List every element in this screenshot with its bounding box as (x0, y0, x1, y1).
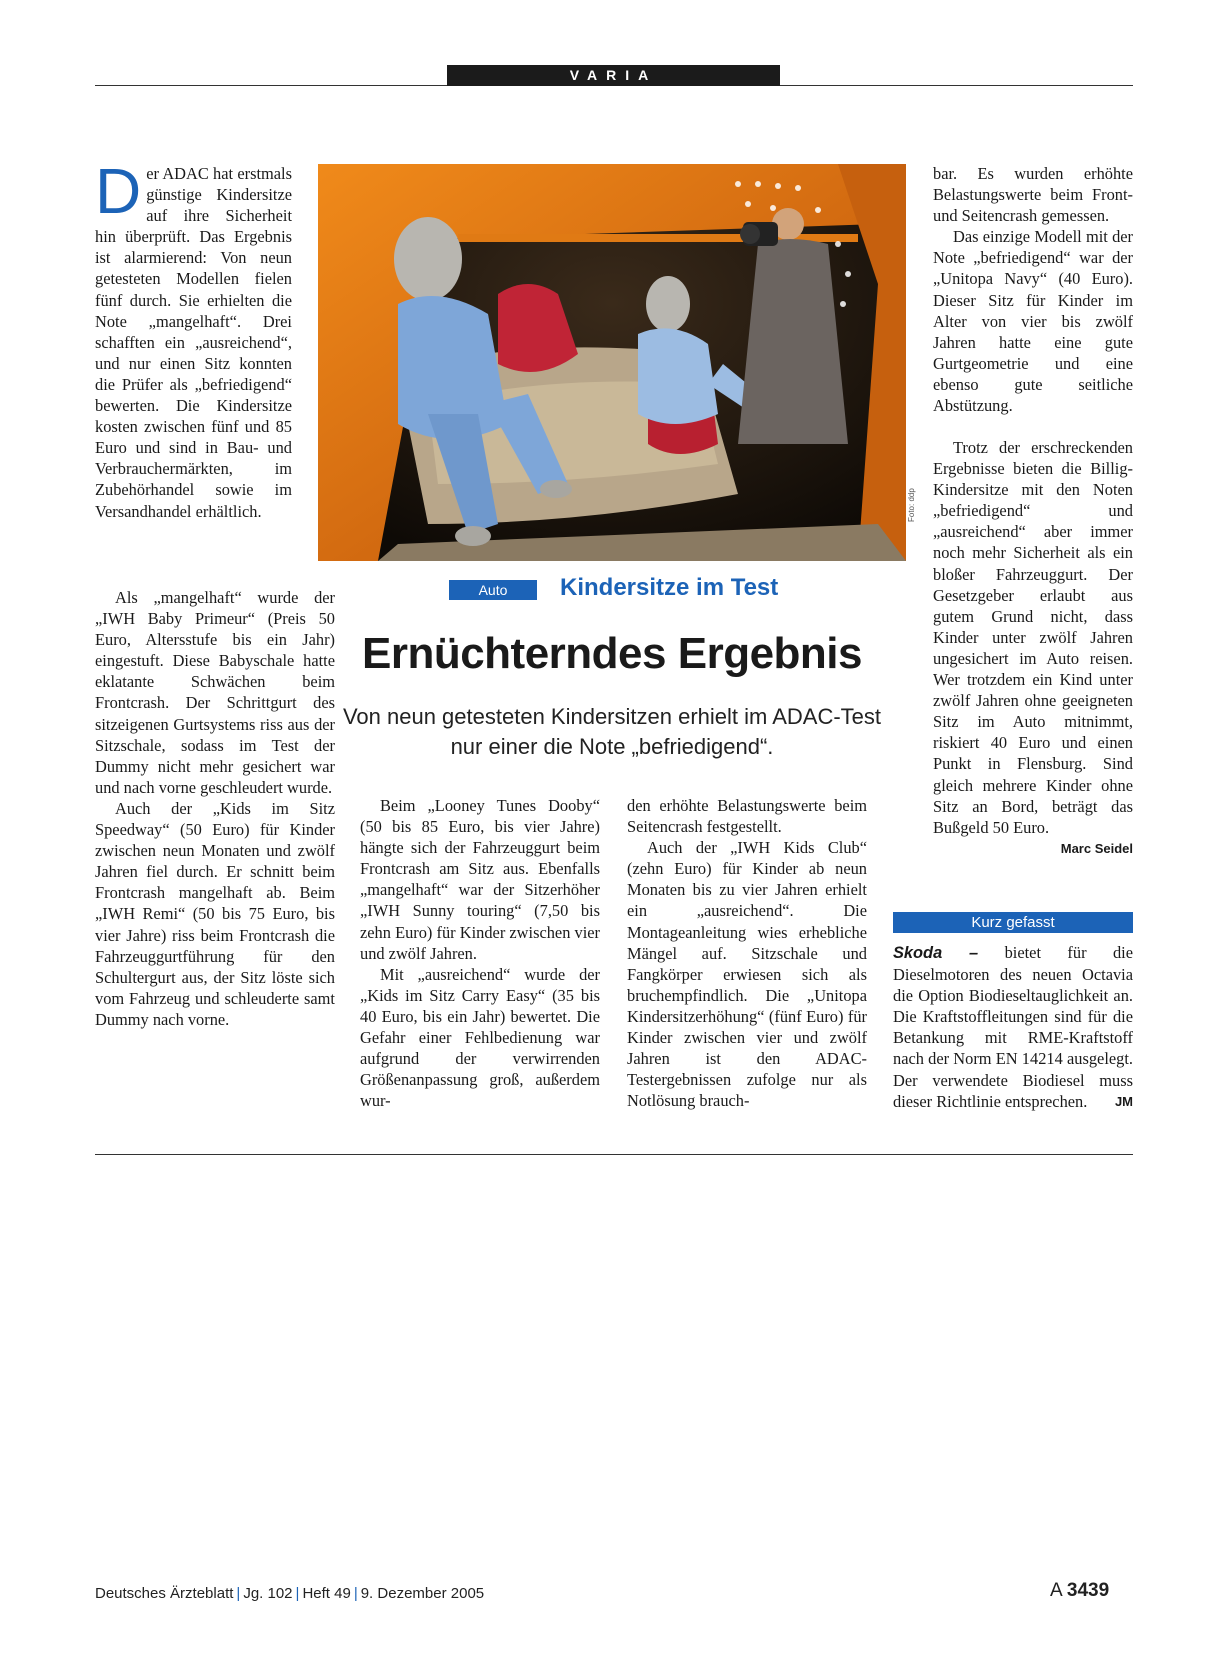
crash-test-photo (318, 164, 906, 561)
photo-credit: Foto: ddp (907, 488, 916, 522)
kurz-lead: Skoda – (893, 944, 979, 962)
author-byline: Marc Seidel (1060, 840, 1133, 856)
paragraph: Beim „Looney Tunes Dooby“ (50 bis 85 Euro, bis vier Jahre) hängte sich der Fahrzeuggurt beim Frontcrash am Sitz aus. Ebenfalls „mangelhaft“ war der Sitzerhöher „IWH Sunny touring“ (7,50 bis zehn Euro) für Kinder zwischen vier und zwölf Jahren. (360, 796, 600, 963)
article-column-1 (95, 155, 292, 522)
kurz-gefasst-text (893, 942, 1133, 1112)
article-column-4 (933, 163, 1133, 416)
journal-name: Deutsches Ärzteblatt (95, 1585, 234, 1602)
section-label: VARIA (447, 65, 780, 86)
article-column-3 (627, 795, 867, 1111)
journal-volume: Jg. 102 (243, 1585, 293, 1602)
paragraph: bar. Es wurden erhöhte Belastungswerte beim Front- und Seitencrash gemessen. (933, 164, 1133, 226)
article-headline: Ernüchterndes Ergebnis (361, 629, 862, 678)
article-column-1b (95, 587, 335, 1030)
article-kicker: Kindersitze im Test (560, 574, 779, 601)
article-column-4b (893, 437, 1133, 859)
author-initials: JM (1114, 1093, 1133, 1109)
journal-issue: Heft 49 (302, 1585, 351, 1602)
rubric-label: Auto (449, 580, 537, 600)
paragraph: Mit „ausreichend“ wurde der „Kids im Sitz Carry Easy“ (35 bis 40 Euro, bis ein Jahr) bewertet. Die Gefahr einer Fehlbedienung war aufgrund der verwirrenden Größenanpassung groß, außerdem wur- (360, 964, 600, 1111)
paragraph: Auch der „IWH Kids Club“ (zehn Euro) für Kinder ab neun Monaten bis zu vier Jahren erhielt ein „ausreichend“. Die Montageanleitung wies erhebliche Mängel auf. Sitzschale und Fangkörper erwiesen sich als bruchempfindlich. Die „Unitopa Kindersitzerhöhung“ (fünf Euro) für Kinder zwischen vier und zwölf Jahren ist den ADAC-Testergebnissen zufolge nur als Notlösung brauch- (627, 838, 867, 1111)
page-number: A 3439 (1050, 1580, 1110, 1601)
paragraph: Skoda – bietet für die Dieselmotoren des neuen Octavia die Option Biodieseltauglichkeit an. Die Kraftstoffleitungen sind für die Betankung mit RME-Kraftstoff nach der Norm EN 14214 ausgelegt. Der verwendete Biodiesel muss dieser Richtlinie entsprechen. JM (893, 943, 1133, 1111)
kurz-gefasst-label: Kurz gefasst (893, 912, 1133, 933)
article-column-2 (360, 795, 600, 1111)
subhead-line: Von neun getesteten Kindersitzen erhielt im ADAC-Test (342, 704, 882, 729)
drop-cap: D (95, 155, 142, 227)
paragraph: den erhöhte Belastungswerte beim Seitencrash festgestellt. (627, 796, 867, 837)
paragraph: Trotz der erschreckenden Ergebnisse bieten die Billig-Kindersitze mit den Noten „befriedigend“ und „ausreichend“ aber immer noch mehr Sicherheit als ein bloßer Fahrzeuggurt. Der Gesetzgeber erlaubt aus gutem Grund nicht, dass Kinder unter zwölf Jahren ungesichert im Auto reisen. Wer trotzdem ein Kind unter zwölf Jahren ohne geeigneten Sitz im Auto mitnimmt, riskiert 40 Euro und einen Punkt in Flensburg. Sind gleich mehrere Kinder ohne Sitz an Bord, beträgt das Bußgeld 50 Euro. Marc Seidel (893, 437, 1133, 838)
paragraph: Auch der „Kids im Sitz Speedway“ (50 Euro) für Kinder zwischen neun Monaten und zwölf Jahren fiel durch. Er schnitt beim Frontcrash mangelhaft ab. Beim „IWH Remi“ (50 bis 75 Euro, bis vier Jahre) riss beim Frontcrash die Fahrzeuggurtführung für den Schultergurt aus, der Sitz löste sich vom Fahrzeug und schleuderte samt Dummy nach vorne. (95, 798, 335, 1029)
article-photo (318, 164, 906, 561)
journal-date: 9. Dezember 2005 (360, 1585, 485, 1602)
paragraph: Der ADAC hat erstmals günstige Kindersitze auf ihre Sicherheit hin überprüft. Das Ergebnis ist alarmierend: Von neun getesteten Modellen fielen fünf durch. Sie erhielten die Note „mangelhaft“. Drei schafften ein „ausreichend“, und nur einen Sitz konnten die Prüfer als „befriedigend“ bewerten. Die Kindersitze kosten zwischen fünf und 85 Euro und sind in Bau- und Verbrauchermärkten, im Zubehörhandel sowie im Versandhandel erhältlich. (95, 155, 292, 521)
subhead-line: nur einer die Note „befriedigend“. (450, 734, 774, 759)
footer-citation: Deutsches Ärzteblatt | Jg. 102 | Heft 49 | 9. Dezember 2005 (95, 1585, 485, 1602)
bottom-rule (95, 1154, 1133, 1155)
paragraph: Als „mangelhaft“ wurde der „IWH Baby Primeur“ (Preis 50 Euro, Altersstufe bis ein Jahr) eingestuft. Diese Babyschale hatte eklatante Schwächen beim Frontcrash. Der Schrittgurt des sitzeigenen Gurtsystems riss aus der Sitzschale, sodass im Test der Dummy nicht mehr gesichert war und nach vorne geschleudert wurde. (95, 588, 335, 797)
article-subhead (318, 702, 906, 762)
paragraph: Das einzige Modell mit der Note „befriedigend“ war der „Unitopa Navy“ (40 Euro). Dieser Sitz für Kinder im Alter von vier bis zwölf Jahren hatte eine gute Gurtgeometrie und eine ebenso gute seitliche Abstützung. (933, 227, 1133, 416)
